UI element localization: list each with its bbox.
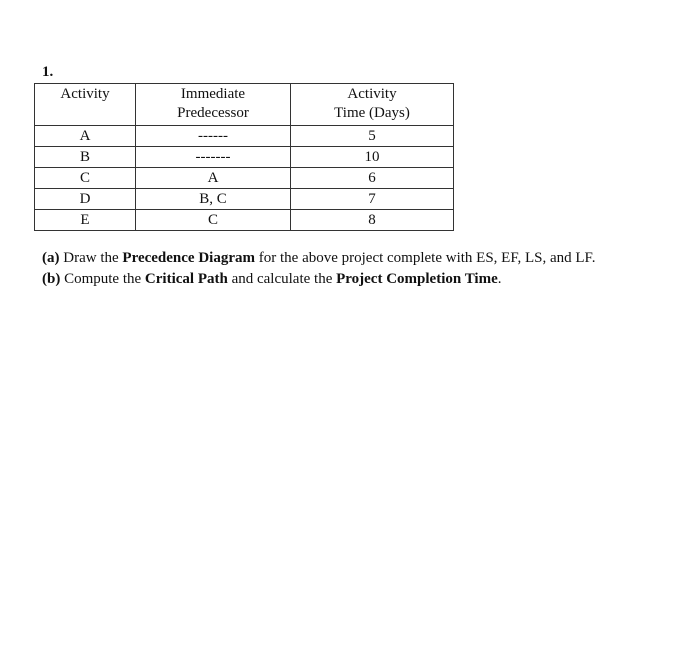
part-b-text3: .	[497, 271, 502, 287]
header-time-line1: Activity	[347, 86, 397, 102]
part-a-bold1: Precedence Diagram	[122, 250, 255, 266]
header-activity	[35, 84, 136, 126]
cell-time: 6	[291, 168, 454, 189]
part-b-bold1: Critical Path	[144, 271, 228, 287]
part-a-label: (a)	[42, 250, 60, 266]
cell-predecessor: B, C	[136, 189, 291, 210]
table-row	[35, 126, 454, 147]
question-part-a	[42, 248, 595, 269]
cell-activity: B	[35, 147, 136, 168]
part-b-label: (b)	[42, 271, 61, 287]
cell-activity: C	[35, 168, 136, 189]
table-row	[35, 189, 454, 210]
table-row	[35, 168, 454, 189]
cell-predecessor: C	[136, 210, 291, 231]
cell-time: 8	[291, 210, 454, 231]
cell-predecessor: A	[136, 168, 291, 189]
part-b-text2: and calculate the	[227, 271, 337, 287]
question-number: 1.	[42, 64, 54, 80]
header-activity-label: Activity	[60, 86, 110, 102]
table-row	[35, 210, 454, 231]
part-a-text1: Draw the	[59, 250, 123, 266]
cell-time: 10	[291, 147, 454, 168]
header-activity-time	[291, 84, 454, 126]
table-header-row	[35, 84, 454, 126]
header-immediate-predecessor	[136, 84, 291, 126]
questions-block	[42, 248, 595, 290]
part-a-text2: for the above project complete with ES, EF, LS, and LF.	[255, 250, 596, 266]
header-predecessor-line2: Predecessor	[177, 105, 249, 121]
table-row	[35, 147, 454, 168]
cell-time: 5	[291, 126, 454, 147]
cell-activity: D	[35, 189, 136, 210]
cell-activity: E	[35, 210, 136, 231]
header-predecessor-line1: Immediate	[180, 86, 246, 102]
cell-activity: A	[35, 126, 136, 147]
activity-table	[34, 83, 454, 231]
cell-predecessor: ------	[136, 126, 291, 147]
header-time-line2: Time (Days)	[334, 105, 410, 121]
cell-predecessor: -------	[136, 147, 291, 168]
part-b-bold2: Project Completion Time	[336, 271, 498, 287]
question-part-b	[42, 269, 595, 290]
cell-time: 7	[291, 189, 454, 210]
part-b-text1: Compute the	[60, 271, 145, 287]
